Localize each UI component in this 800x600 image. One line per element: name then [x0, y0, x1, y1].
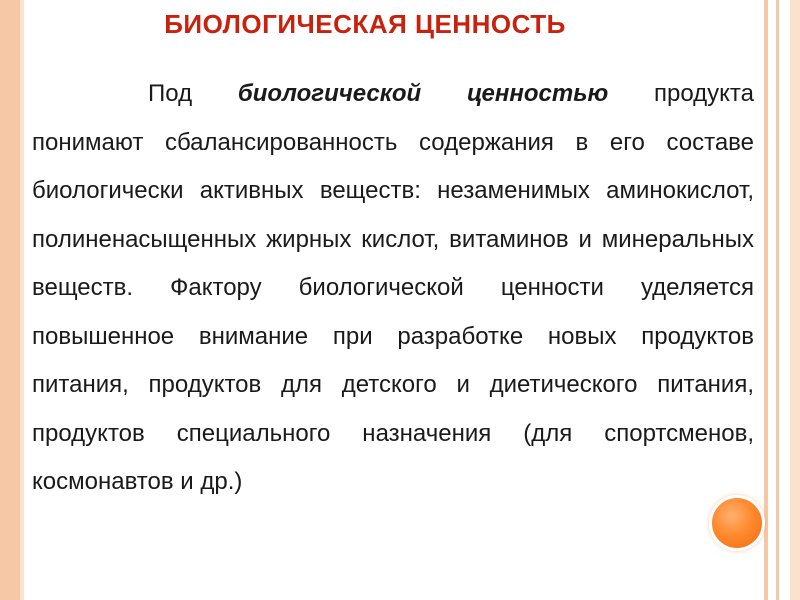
decorative-orb-icon	[712, 498, 762, 548]
paragraph-term: биологической ценностью	[237, 80, 609, 107]
right-accent-stripe	[776, 0, 779, 600]
slide-title: БИОЛОГИЧЕСКАЯ ЦЕННОСТЬ	[164, 9, 566, 39]
left-accent-bar	[0, 0, 20, 600]
body-paragraph	[32, 70, 754, 507]
right-accent-stripe	[764, 0, 768, 600]
paragraph-lead: Под	[148, 80, 238, 107]
paragraph-body: продукта понимают сбалансированность содержания в его составе биологически активных веществ: незаменимых аминокислот, полиненасыщенных жирных кислот, витаминов и минеральных веществ. Фактору биологической ценности уделяется повышенное внимание при разработке новых продуктов питания, продуктов для детского и диетического питания, продуктов специального назначения (для спортсменов, космонавтов и др.)	[32, 80, 754, 495]
right-accent-stripe	[790, 0, 800, 600]
